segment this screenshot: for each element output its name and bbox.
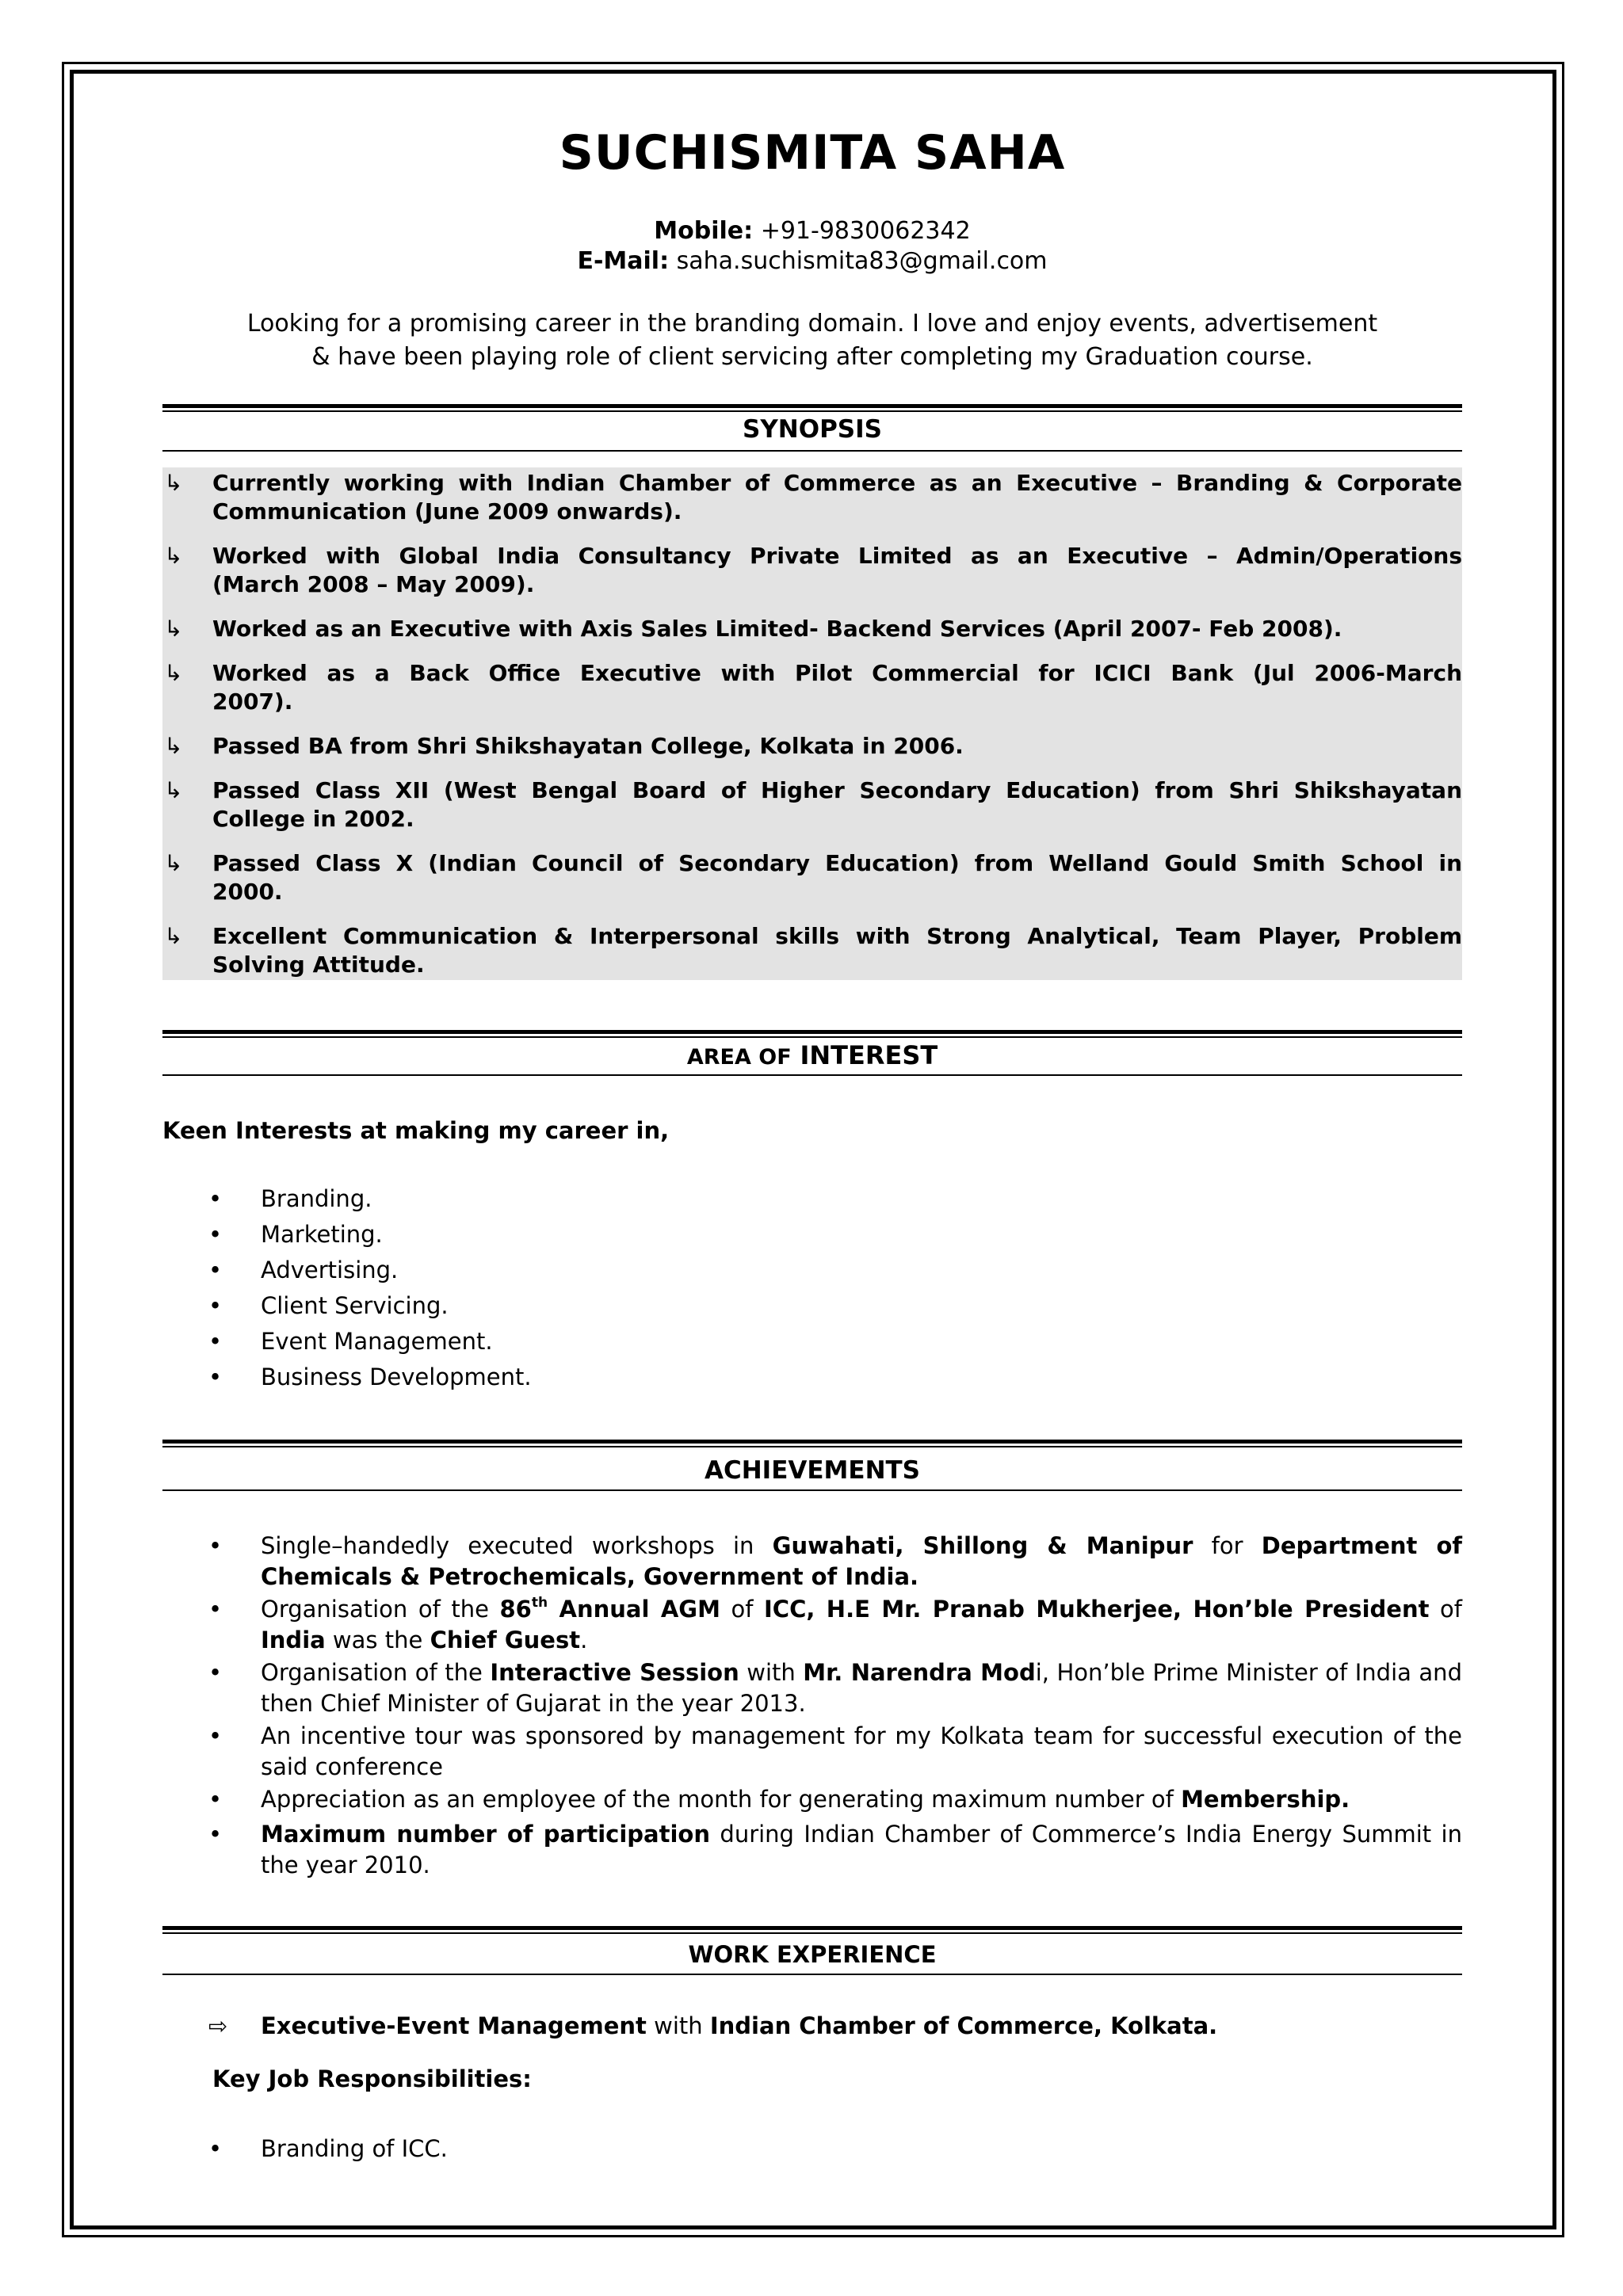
achievement-text: Organisation of the 86th Annual AGM of ICC, H.E Mr. Pranab Mukherjee, Hon’ble President of India was the Chief Guest. [261,1595,1462,1653]
bullet-dot-icon: • [208,1221,223,1248]
achievement-text: Appreciation as an employee of the month for generating maximum number of Membership. [261,1786,1350,1813]
email-label: E-Mail: [577,247,670,275]
interest-heading [162,1040,1462,1070]
bullet-dot-icon: • [208,1328,223,1355]
bullet-arrow-icon: ↳ [164,923,183,949]
interest-item-label: Event Management. [261,1328,493,1355]
bullet-dot-icon: • [208,1532,223,1559]
synopsis-line: Currently working with Indian Chamber of Commerce as an Executive – Branding & Corporate [212,470,1462,496]
work-role-text: Executive-Event Management with Indian Chamber of Commerce, Kolkata. [261,2012,1218,2039]
email-value: saha.suchismita83@gmail.com [676,247,1048,275]
achievement-text: Organisation of the Interactive Session with Mr. Narendra Modi, Hon’ble Prime Minister of India and then Chief Minister of Gujarat in the year 2013. [261,1659,1462,1717]
achievement-text: Single–handedly executed workshops in Guwahati, Shillong & Manipur for Department of Chemicals & Petrochemicals, Government of India. [261,1532,1463,1590]
synopsis-line: Worked as a Back Office Executive with Pilot Commercial for ICICI Bank (Jul 2006-March [212,660,1462,686]
achievement-text: An incentive tour was sponsored by management for my Kolkata team for successful execution of the said conference [261,1722,1462,1780]
work-heading: WORK EXPERIENCE [688,1941,937,1968]
synopsis-line: Excellent Communication & Interpersonal skills with Strong Analytical, Team Player, Problem [212,923,1462,949]
bullet-arrow-icon: ↳ [164,777,183,803]
synopsis-rule [162,404,1462,412]
interest-item-label: Marketing. [261,1221,383,1248]
interest-heading-small: AREA OF [686,1045,792,1070]
achievements-underline [162,1489,1462,1491]
work-underline [162,1974,1462,1975]
synopsis-line: Passed BA from Shri Shikshayatan College, Kolkata in 2006. [212,733,964,759]
bullet-arrow-icon: ↳ [164,660,183,686]
synopsis-line: (March 2008 – May 2009). [212,571,535,597]
work-rule [162,1926,1462,1934]
bullet-dot-icon: • [208,1821,223,1848]
bullet-arrow-icon: ↳ [164,616,183,642]
synopsis-line: Solving Attitude. [212,952,425,978]
synopsis-line: Passed Class XII (West Bengal Board of Higher Secondary Education) from Shri Shikshayatan [212,777,1462,803]
synopsis-line: Communication (June 2009 onwards). [212,498,682,524]
bullet-arrow-icon: ↳ [164,850,183,876]
bullet-dot-icon: • [208,1786,223,1813]
interest-item-label: Business Development. [261,1363,532,1390]
objective-line-2: & have been playing role of client servicing after completing my Graduation course. [311,343,1313,371]
bullet-arrow-icon: ↳ [164,733,183,759]
synopsis-line: College in 2002. [212,806,414,832]
bullet-dot-icon: • [208,1257,223,1283]
interest-item-label: Client Servicing. [261,1292,449,1319]
bullet-dot-icon: • [208,1659,223,1686]
achievements-heading: ACHIEVEMENTS [704,1456,920,1485]
interest-item-label: Advertising. [261,1257,399,1283]
interest-heading-large: INTEREST [800,1040,938,1070]
mobile-line [162,217,1462,245]
bullet-dot-icon: • [208,2135,223,2162]
synopsis-line: 2000. [212,879,283,905]
bullet-dot-icon: • [208,1363,223,1390]
responsibilities-heading: Key Job Responsibilities: [212,2065,532,2092]
synopsis-line: Worked with Global India Consultancy Private Limited as an Executive – Admin/Operations [212,543,1462,569]
achievements-rule [162,1440,1462,1447]
achievement-text: Maximum number of participation during Indian Chamber of Commerce’s India Energy Summit in the year 2010. [261,1821,1462,1878]
interest-item-label: Branding. [261,1185,372,1212]
synopsis-line: 2007). [212,688,293,715]
synopsis-heading: SYNOPSIS [743,415,882,444]
bullet-arrow-icon: ↳ [164,543,183,569]
arrow-right-icon: ⇨ [208,2012,228,2039]
bullet-dot-icon: • [208,1596,223,1623]
synopsis-line: Passed Class X (Indian Council of Secondary Education) from Welland Gould Smith School in [212,850,1462,876]
bullet-dot-icon: • [208,1292,223,1319]
interest-intro: Keen Interests at making my career in, [162,1117,670,1144]
mobile-label: Mobile: [654,217,754,245]
responsibility-text: Branding of ICC. [261,2135,448,2162]
interest-underline [162,1074,1462,1076]
email-line [162,247,1462,275]
career-objective [162,307,1462,374]
candidate-name: SUCHISMITA SAHA [559,125,1066,181]
interest-rule [162,1030,1462,1038]
objective-line-1: Looking for a promising career in the branding domain. I love and enjoy events, advertisement [246,310,1378,338]
mobile-value: +91-9830062342 [760,217,971,245]
page-border-inner [70,70,1556,2229]
bullet-arrow-icon: ↳ [164,470,183,496]
bullet-dot-icon: • [208,1185,223,1212]
synopsis-underline [162,450,1462,452]
bullet-dot-icon: • [208,1722,223,1749]
synopsis-line: Worked as an Executive with Axis Sales Limited- Backend Services (April 2007- Feb 2008). [212,616,1342,642]
